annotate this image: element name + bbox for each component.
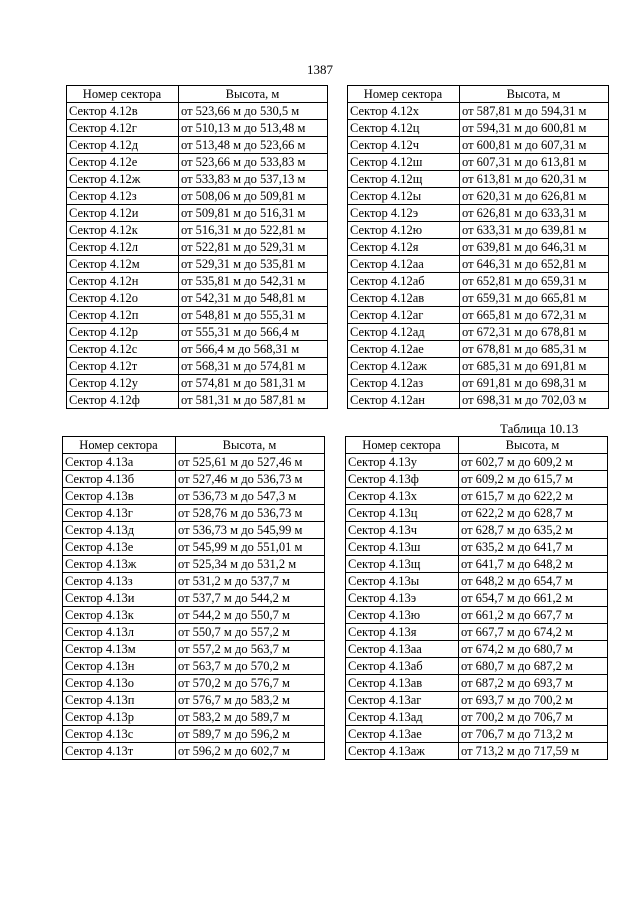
height-cell: от 525,61 м до 527,46 м <box>176 454 325 471</box>
height-cell: от 529,31 м до 535,81 м <box>179 256 328 273</box>
sector-table-4-13-left <box>62 436 325 760</box>
sector-cell: Сектор 4.13ае <box>346 726 459 743</box>
sector-cell: Сектор 4.13т <box>63 743 176 760</box>
table-row <box>67 205 328 222</box>
height-cell: от 646,31 м до 652,81 м <box>460 256 609 273</box>
height-cell: от 693,7 м до 700,2 м <box>459 692 608 709</box>
height-cell: от 535,81 м до 542,31 м <box>179 273 328 290</box>
table-row <box>63 471 325 488</box>
table-row <box>67 324 328 341</box>
table-row <box>67 103 328 120</box>
height-cell: от 685,31 м до 691,81 м <box>460 358 609 375</box>
table-row <box>63 607 325 624</box>
sector-cell: Сектор 4.13г <box>63 505 176 522</box>
sector-cell: Сектор 4.12аб <box>348 273 460 290</box>
sector-cell: Сектор 4.12ц <box>348 120 460 137</box>
table-row <box>67 290 328 307</box>
table-row <box>348 375 609 392</box>
sector-cell: Сектор 4.12ае <box>348 341 460 358</box>
height-cell: от 531,2 м до 537,7 м <box>176 573 325 590</box>
table-row <box>348 341 609 358</box>
height-cell: от 622,2 м до 628,7 м <box>459 505 608 522</box>
sector-cell: Сектор 4.13аа <box>346 641 459 658</box>
height-cell: от 706,7 м до 713,2 м <box>459 726 608 743</box>
sector-cell: Сектор 4.13в <box>63 488 176 505</box>
height-cell: от 536,73 м до 547,3 м <box>176 488 325 505</box>
table-row <box>348 358 609 375</box>
sector-cell: Сектор 4.12э <box>348 205 460 222</box>
column-header-sector: Номер сектора <box>346 437 459 454</box>
sector-cell: Сектор 4.13з <box>63 573 176 590</box>
table-row <box>67 375 328 392</box>
height-cell: от 509,81 м до 516,31 м <box>179 205 328 222</box>
sector-cell: Сектор 4.12аж <box>348 358 460 375</box>
height-cell: от 596,2 м до 602,7 м <box>176 743 325 760</box>
height-cell: от 639,81 м до 646,31 м <box>460 239 609 256</box>
sector-cell: Сектор 4.13л <box>63 624 176 641</box>
table-row <box>348 205 609 222</box>
sector-cell: Сектор 4.12п <box>67 307 179 324</box>
height-cell: от 641,7 м до 648,2 м <box>459 556 608 573</box>
table-row <box>63 505 325 522</box>
table-row <box>67 307 328 324</box>
height-cell: от 583,2 м до 589,7 м <box>176 709 325 726</box>
table-row <box>348 239 609 256</box>
table-row <box>67 188 328 205</box>
sector-cell: Сектор 4.13ф <box>346 471 459 488</box>
table-row <box>346 522 608 539</box>
table-row <box>63 641 325 658</box>
sector-cell: Сектор 4.12к <box>67 222 179 239</box>
sector-cell: Сектор 4.12ю <box>348 222 460 239</box>
table-caption: Таблица 10.13 <box>500 421 579 436</box>
height-cell: от 542,31 м до 548,81 м <box>179 290 328 307</box>
sector-table-4-13-right <box>345 436 608 760</box>
height-cell: от 661,2 м до 667,7 м <box>459 607 608 624</box>
sector-cell: Сектор 4.13ы <box>346 573 459 590</box>
table-row <box>67 222 328 239</box>
height-cell: от 523,66 м до 530,5 м <box>179 103 328 120</box>
height-cell: от 700,2 м до 706,7 м <box>459 709 608 726</box>
table-row <box>348 324 609 341</box>
sector-cell: Сектор 4.12ав <box>348 290 460 307</box>
sector-cell: Сектор 4.13х <box>346 488 459 505</box>
height-cell: от 536,73 м до 545,99 м <box>176 522 325 539</box>
table-row <box>348 188 609 205</box>
height-cell: от 516,31 м до 522,81 м <box>179 222 328 239</box>
table-row <box>63 522 325 539</box>
column-header-height: Высота, м <box>459 437 608 454</box>
sector-cell: Сектор 4.13с <box>63 726 176 743</box>
table-row <box>346 658 608 675</box>
sector-cell: Сектор 4.13аж <box>346 743 459 760</box>
table-row <box>63 675 325 692</box>
sector-cell: Сектор 4.13э <box>346 590 459 607</box>
table-row <box>67 273 328 290</box>
height-cell: от 713,2 м до 717,59 м <box>459 743 608 760</box>
table-row <box>67 341 328 358</box>
sector-cell: Сектор 4.13о <box>63 675 176 692</box>
table-row <box>67 239 328 256</box>
height-cell: от 680,7 м до 687,2 м <box>459 658 608 675</box>
table-row <box>348 307 609 324</box>
table-row <box>63 488 325 505</box>
table-row <box>346 692 608 709</box>
height-cell: от 544,2 м до 550,7 м <box>176 607 325 624</box>
sector-cell: Сектор 4.13и <box>63 590 176 607</box>
column-header-height: Высота, м <box>176 437 325 454</box>
sector-cell: Сектор 4.13ч <box>346 522 459 539</box>
table-row <box>346 471 608 488</box>
table-row <box>346 607 608 624</box>
column-header-height: Высота, м <box>179 86 328 103</box>
sector-cell: Сектор 4.12з <box>67 188 179 205</box>
table-row <box>346 624 608 641</box>
height-cell: от 607,31 м до 613,81 м <box>460 154 609 171</box>
sector-cell: Сектор 4.13м <box>63 641 176 658</box>
sector-cell: Сектор 4.13д <box>63 522 176 539</box>
table-row <box>346 641 608 658</box>
table-row <box>346 743 608 760</box>
height-cell: от 613,81 м до 620,31 м <box>460 171 609 188</box>
height-cell: от 557,2 м до 563,7 м <box>176 641 325 658</box>
column-header-height: Высота, м <box>460 86 609 103</box>
height-cell: от 665,81 м до 672,31 м <box>460 307 609 324</box>
height-cell: от 508,06 м до 509,81 м <box>179 188 328 205</box>
table-row <box>346 709 608 726</box>
height-cell: от 545,99 м до 551,01 м <box>176 539 325 556</box>
table-row <box>67 171 328 188</box>
height-cell: от 548,81 м до 555,31 м <box>179 307 328 324</box>
height-cell: от 594,31 м до 600,81 м <box>460 120 609 137</box>
sector-cell: Сектор 4.12м <box>67 256 179 273</box>
table-row <box>346 488 608 505</box>
height-cell: от 510,13 м до 513,48 м <box>179 120 328 137</box>
sector-cell: Сектор 4.13ш <box>346 539 459 556</box>
height-cell: от 691,81 м до 698,31 м <box>460 375 609 392</box>
height-cell: от 587,81 м до 594,31 м <box>460 103 609 120</box>
table-row <box>346 726 608 743</box>
height-cell: от 698,31 м до 702,03 м <box>460 392 609 409</box>
sector-cell: Сектор 4.13б <box>63 471 176 488</box>
table-row <box>63 726 325 743</box>
sector-cell: Сектор 4.12т <box>67 358 179 375</box>
height-cell: от 528,76 м до 536,73 м <box>176 505 325 522</box>
height-cell: от 678,81 м до 685,31 м <box>460 341 609 358</box>
sector-table-4-12-right <box>347 85 609 409</box>
table-row <box>346 573 608 590</box>
sector-cell: Сектор 4.13к <box>63 607 176 624</box>
table-row <box>346 590 608 607</box>
height-cell: от 615,7 м до 622,2 м <box>459 488 608 505</box>
table-row <box>348 256 609 273</box>
table-row <box>348 154 609 171</box>
sector-cell: Сектор 4.12ан <box>348 392 460 409</box>
height-cell: от 672,31 м до 678,81 м <box>460 324 609 341</box>
page-number: 1387 <box>307 62 333 77</box>
table-row <box>67 358 328 375</box>
table-row <box>67 256 328 273</box>
sector-cell: Сектор 4.12в <box>67 103 179 120</box>
sector-cell: Сектор 4.13ц <box>346 505 459 522</box>
table-row <box>63 556 325 573</box>
table-row <box>63 743 325 760</box>
height-cell: от 648,2 м до 654,7 м <box>459 573 608 590</box>
sector-cell: Сектор 4.13ад <box>346 709 459 726</box>
sector-cell: Сектор 4.12ф <box>67 392 179 409</box>
table-row <box>348 392 609 409</box>
sector-cell: Сектор 4.12е <box>67 154 179 171</box>
table-row <box>67 137 328 154</box>
height-cell: от 687,2 м до 693,7 м <box>459 675 608 692</box>
table-row <box>346 454 608 471</box>
table-row <box>348 222 609 239</box>
height-cell: от 659,31 м до 665,81 м <box>460 290 609 307</box>
sector-cell: Сектор 4.12ш <box>348 154 460 171</box>
sector-cell: Сектор 4.13у <box>346 454 459 471</box>
table-row <box>348 137 609 154</box>
sector-cell: Сектор 4.12ад <box>348 324 460 341</box>
table-row <box>67 154 328 171</box>
sector-cell: Сектор 4.13е <box>63 539 176 556</box>
height-cell: от 620,31 м до 626,81 м <box>460 188 609 205</box>
table-row <box>346 675 608 692</box>
table-row <box>67 392 328 409</box>
height-cell: от 600,81 м до 607,31 м <box>460 137 609 154</box>
sector-cell: Сектор 4.13ав <box>346 675 459 692</box>
sector-cell: Сектор 4.13я <box>346 624 459 641</box>
height-cell: от 570,2 м до 576,7 м <box>176 675 325 692</box>
sector-cell: Сектор 4.12ч <box>348 137 460 154</box>
sector-cell: Сектор 4.13аг <box>346 692 459 709</box>
table-row <box>63 692 325 709</box>
sector-cell: Сектор 4.12х <box>348 103 460 120</box>
height-cell: от 513,48 м до 523,66 м <box>179 137 328 154</box>
column-header-sector: Номер сектора <box>63 437 176 454</box>
table-row <box>348 103 609 120</box>
sector-cell: Сектор 4.12д <box>67 137 179 154</box>
sector-cell: Сектор 4.12с <box>67 341 179 358</box>
height-cell: от 555,31 м до 566,4 м <box>179 324 328 341</box>
height-cell: от 602,7 м до 609,2 м <box>459 454 608 471</box>
sector-cell: Сектор 4.12аг <box>348 307 460 324</box>
table-row <box>346 505 608 522</box>
column-header-sector: Номер сектора <box>348 86 460 103</box>
sector-cell: Сектор 4.12аа <box>348 256 460 273</box>
sector-cell: Сектор 4.12у <box>67 375 179 392</box>
height-cell: от 626,81 м до 633,31 м <box>460 205 609 222</box>
height-cell: от 674,2 м до 680,7 м <box>459 641 608 658</box>
height-cell: от 654,7 м до 661,2 м <box>459 590 608 607</box>
height-cell: от 635,2 м до 641,7 м <box>459 539 608 556</box>
table-row <box>63 709 325 726</box>
sector-table-4-12-left <box>66 85 328 409</box>
sector-cell: Сектор 4.13ю <box>346 607 459 624</box>
sector-cell: Сектор 4.12и <box>67 205 179 222</box>
table-row <box>346 556 608 573</box>
height-cell: от 576,7 м до 583,2 м <box>176 692 325 709</box>
height-cell: от 568,31 м до 574,81 м <box>179 358 328 375</box>
table-row <box>348 120 609 137</box>
column-header-sector: Номер сектора <box>67 86 179 103</box>
sector-cell: Сектор 4.12аз <box>348 375 460 392</box>
table-row <box>63 658 325 675</box>
height-cell: от 652,81 м до 659,31 м <box>460 273 609 290</box>
sector-cell: Сектор 4.12ж <box>67 171 179 188</box>
table-row <box>346 539 608 556</box>
table-row <box>67 120 328 137</box>
table-row <box>63 624 325 641</box>
sector-cell: Сектор 4.12ы <box>348 188 460 205</box>
sector-cell: Сектор 4.12щ <box>348 171 460 188</box>
sector-cell: Сектор 4.13р <box>63 709 176 726</box>
table-row <box>348 273 609 290</box>
height-cell: от 589,7 м до 596,2 м <box>176 726 325 743</box>
height-cell: от 550,7 м до 557,2 м <box>176 624 325 641</box>
height-cell: от 633,31 м до 639,81 м <box>460 222 609 239</box>
height-cell: от 667,7 м до 674,2 м <box>459 624 608 641</box>
table-row <box>63 590 325 607</box>
height-cell: от 628,7 м до 635,2 м <box>459 522 608 539</box>
sector-cell: Сектор 4.13н <box>63 658 176 675</box>
height-cell: от 563,7 м до 570,2 м <box>176 658 325 675</box>
height-cell: от 537,7 м до 544,2 м <box>176 590 325 607</box>
table-row <box>63 539 325 556</box>
sector-cell: Сектор 4.13п <box>63 692 176 709</box>
sector-cell: Сектор 4.13а <box>63 454 176 471</box>
table-row <box>63 573 325 590</box>
sector-cell: Сектор 4.13щ <box>346 556 459 573</box>
sector-cell: Сектор 4.12я <box>348 239 460 256</box>
height-cell: от 574,81 м до 581,31 м <box>179 375 328 392</box>
table-row <box>348 171 609 188</box>
sector-cell: Сектор 4.13аб <box>346 658 459 675</box>
height-cell: от 525,34 м до 531,2 м <box>176 556 325 573</box>
sector-cell: Сектор 4.13ж <box>63 556 176 573</box>
table-row <box>348 290 609 307</box>
sector-cell: Сектор 4.12р <box>67 324 179 341</box>
height-cell: от 522,81 м до 529,31 м <box>179 239 328 256</box>
height-cell: от 581,31 м до 587,81 м <box>179 392 328 409</box>
sector-cell: Сектор 4.12н <box>67 273 179 290</box>
height-cell: от 609,2 м до 615,7 м <box>459 471 608 488</box>
sector-cell: Сектор 4.12л <box>67 239 179 256</box>
height-cell: от 527,46 м до 536,73 м <box>176 471 325 488</box>
table-row <box>63 454 325 471</box>
sector-cell: Сектор 4.12о <box>67 290 179 307</box>
sector-cell: Сектор 4.12г <box>67 120 179 137</box>
height-cell: от 533,83 м до 537,13 м <box>179 171 328 188</box>
height-cell: от 523,66 м до 533,83 м <box>179 154 328 171</box>
height-cell: от 566,4 м до 568,31 м <box>179 341 328 358</box>
